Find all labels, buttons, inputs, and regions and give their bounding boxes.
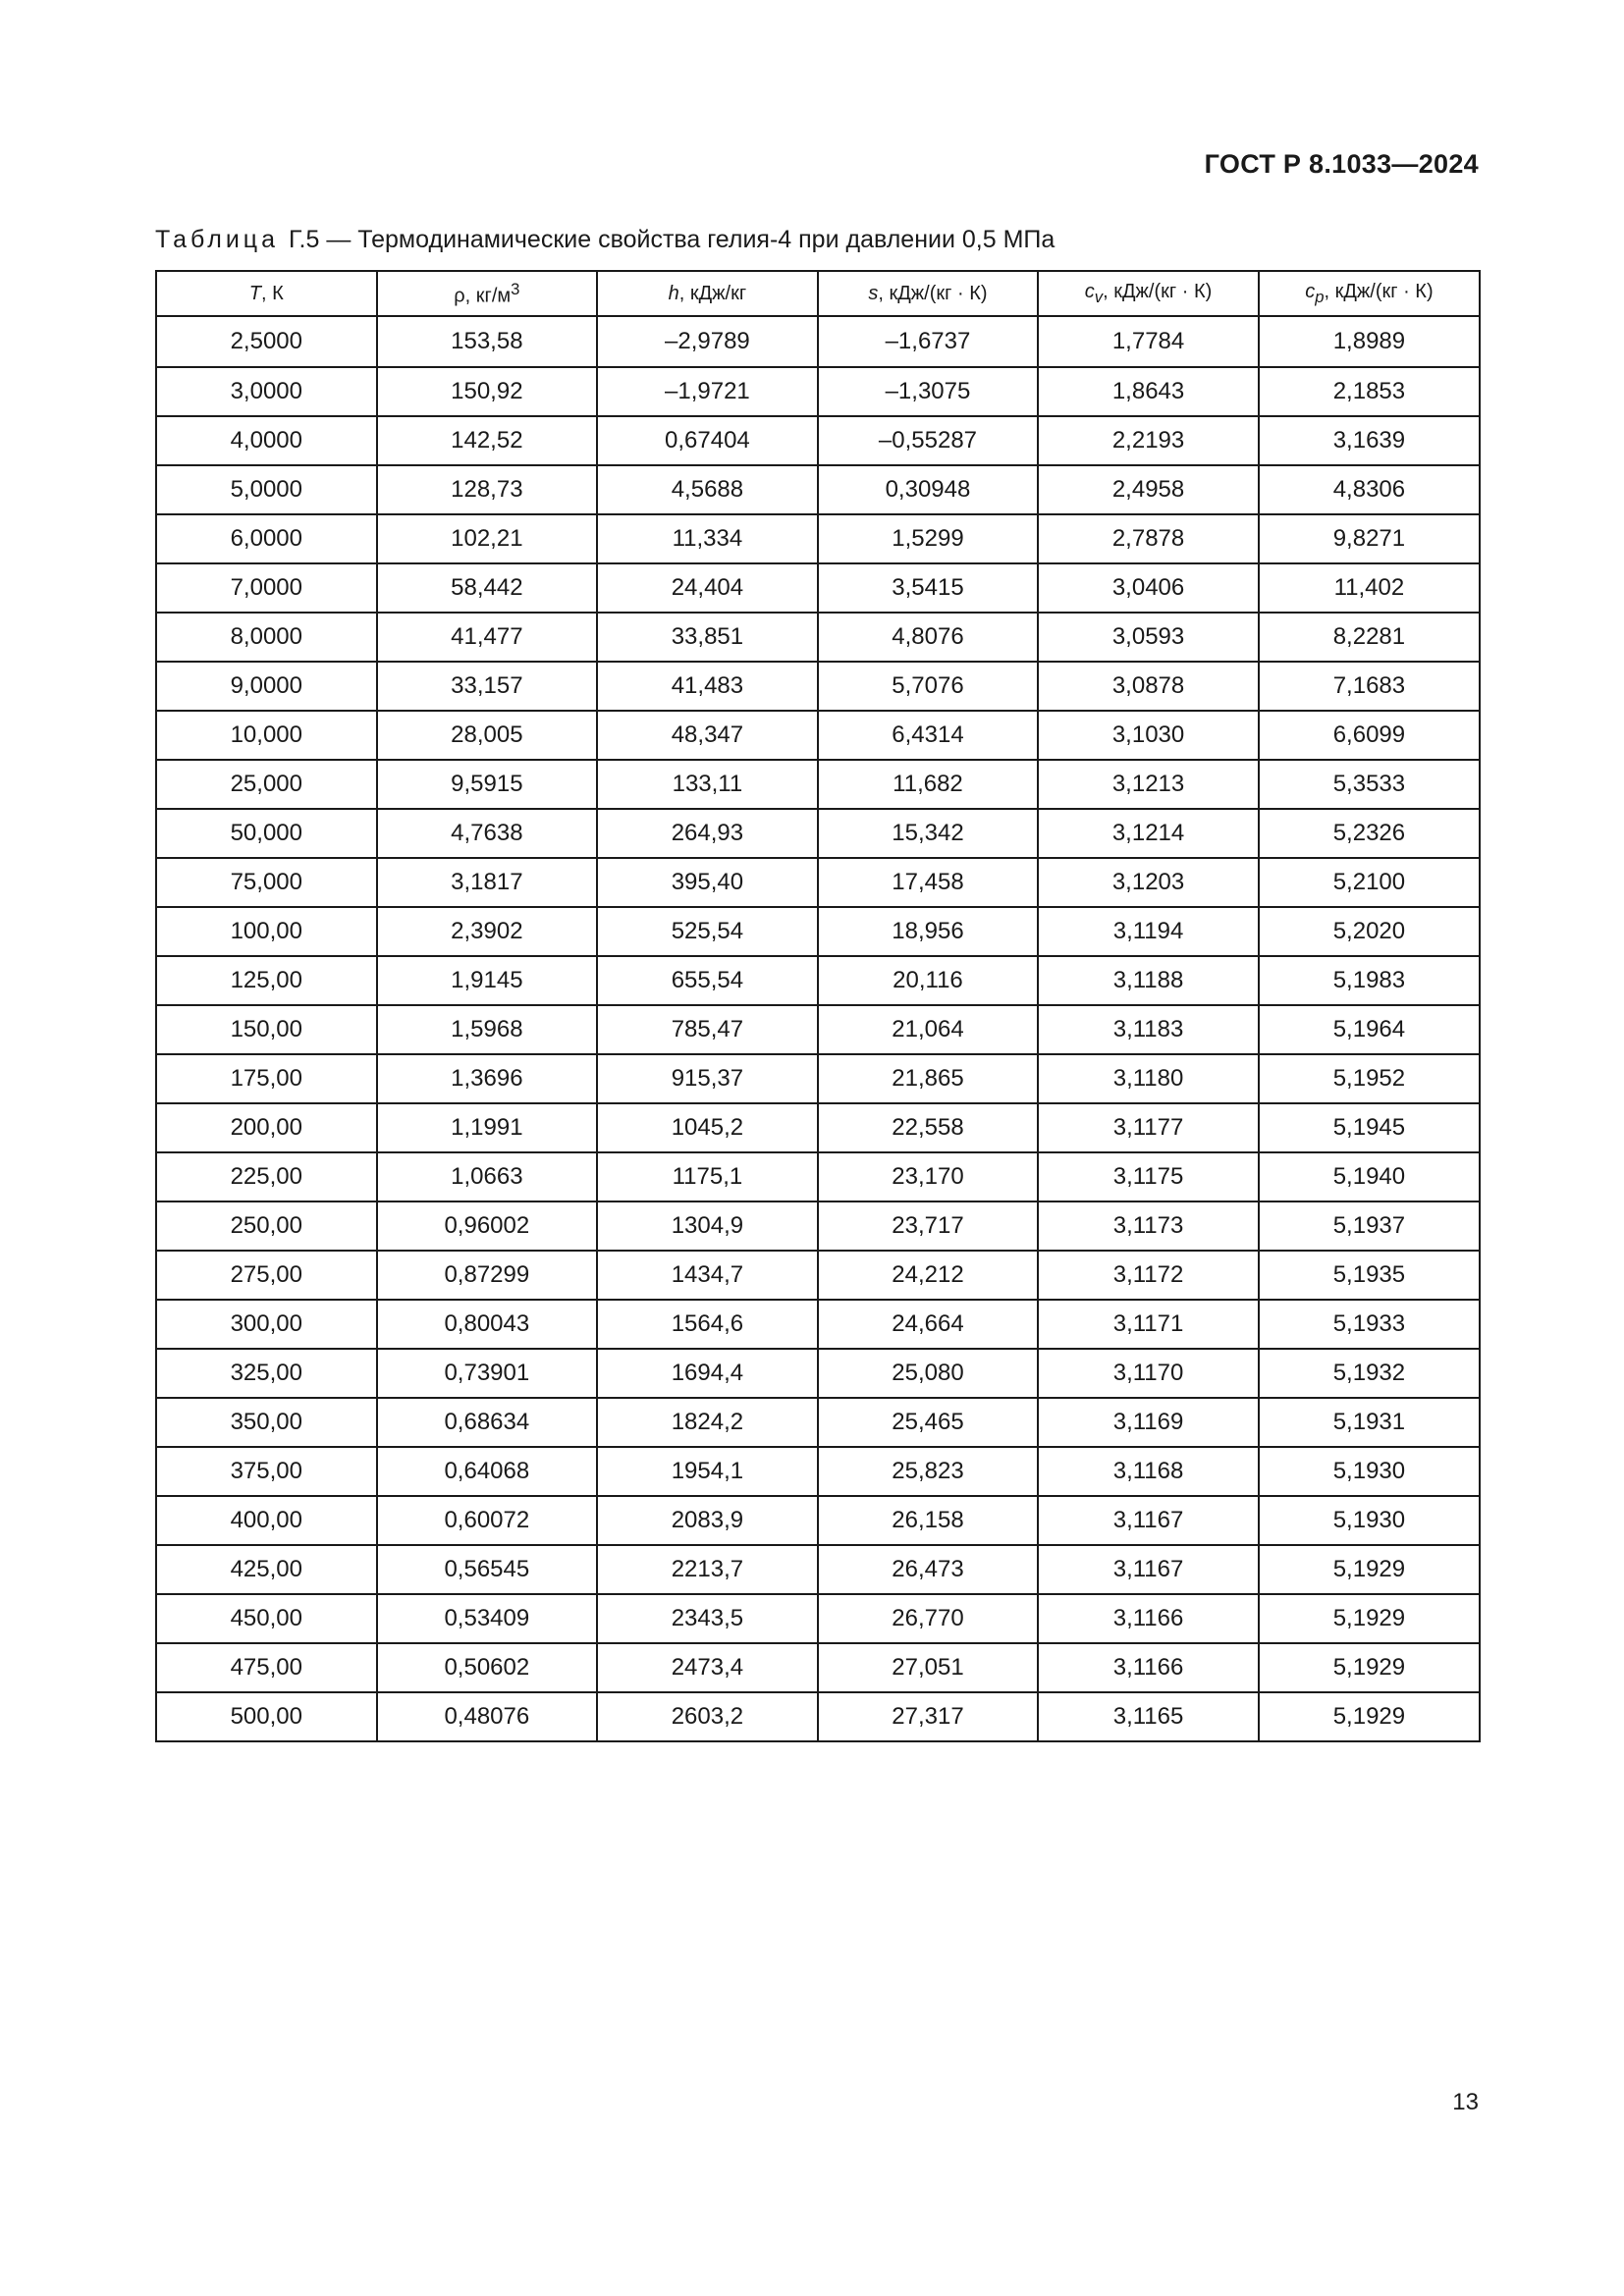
table-cell: 6,4314 (818, 711, 1039, 760)
table-cell: 1,8643 (1038, 367, 1259, 416)
table-cell: 11,402 (1259, 563, 1480, 613)
table-cell: 21,865 (818, 1054, 1039, 1103)
table-row (156, 514, 1480, 563)
table-row (156, 465, 1480, 514)
table-cell: 4,8076 (818, 613, 1039, 662)
table-cell: 0,56545 (377, 1545, 598, 1594)
table-cell: 0,64068 (377, 1447, 598, 1496)
table-row (156, 1545, 1480, 1594)
table-cell: 3,0878 (1038, 662, 1259, 711)
table-cell: 28,005 (377, 711, 598, 760)
table-cell: 3,0000 (156, 367, 377, 416)
table-cell: 5,2100 (1259, 858, 1480, 907)
table-cell: 0,53409 (377, 1594, 598, 1643)
table-cell: 250,00 (156, 1201, 377, 1251)
column-header-temperature: T, К (156, 271, 377, 316)
table-cell: 1,7784 (1038, 316, 1259, 367)
table-cell: 25,465 (818, 1398, 1039, 1447)
table-cell: 0,50602 (377, 1643, 598, 1692)
table-cell: 5,1935 (1259, 1251, 1480, 1300)
table-cell: 3,1169 (1038, 1398, 1259, 1447)
table-cell: 8,2281 (1259, 613, 1480, 662)
table-cell: 1175,1 (597, 1152, 818, 1201)
table-row (156, 1496, 1480, 1545)
column-header-density: ρ, $кг/м^3$ (377, 271, 598, 316)
table-cell: 375,00 (156, 1447, 377, 1496)
table-cell: 3,1165 (1038, 1692, 1259, 1741)
table-cell: 5,1933 (1259, 1300, 1480, 1349)
table-row (156, 563, 1480, 613)
table-cell: –2,9789 (597, 316, 818, 367)
table-cell: 7,1683 (1259, 662, 1480, 711)
table-cell: 2,4958 (1038, 465, 1259, 514)
table-body (156, 316, 1480, 1741)
table-cell: 3,1177 (1038, 1103, 1259, 1152)
table-cell: 1954,1 (597, 1447, 818, 1496)
table-cell: 3,1188 (1038, 956, 1259, 1005)
table-row (156, 1251, 1480, 1300)
table-cell: 2,5000 (156, 316, 377, 367)
table-cell: 5,1929 (1259, 1594, 1480, 1643)
table-cell: 0,96002 (377, 1201, 598, 1251)
table-cell: 3,1167 (1038, 1496, 1259, 1545)
table-cell: 5,1964 (1259, 1005, 1480, 1054)
table-cell: 0,73901 (377, 1349, 598, 1398)
table-cell: 21,064 (818, 1005, 1039, 1054)
table-row (156, 907, 1480, 956)
table-cell: 26,770 (818, 1594, 1039, 1643)
table-cell: 9,8271 (1259, 514, 1480, 563)
table-cell: –1,9721 (597, 367, 818, 416)
table-cell: 3,1166 (1038, 1594, 1259, 1643)
table-cell: 0,80043 (377, 1300, 598, 1349)
table-cell: 25,080 (818, 1349, 1039, 1398)
table-cell: 7,0000 (156, 563, 377, 613)
table-cell: 3,1817 (377, 858, 598, 907)
table-cell: 9,5915 (377, 760, 598, 809)
table-cell: 27,317 (818, 1692, 1039, 1741)
table-caption-label: Таблица (155, 226, 280, 253)
table-cell: 33,851 (597, 613, 818, 662)
table-cell: 33,157 (377, 662, 598, 711)
table-cell: 1824,2 (597, 1398, 818, 1447)
table-caption (155, 226, 1055, 254)
table-cell: 5,1932 (1259, 1349, 1480, 1398)
table-cell: 25,000 (156, 760, 377, 809)
table-cell: 5,1929 (1259, 1643, 1480, 1692)
table-header-row (156, 271, 1480, 316)
table-cell: 0,67404 (597, 416, 818, 465)
table-cell: 142,52 (377, 416, 598, 465)
table-cell: 0,87299 (377, 1251, 598, 1300)
table-cell: 5,2326 (1259, 809, 1480, 858)
table-cell: 3,1172 (1038, 1251, 1259, 1300)
table-cell: 2213,7 (597, 1545, 818, 1594)
table-cell: 4,5688 (597, 465, 818, 514)
table-row (156, 1447, 1480, 1496)
table-cell: –1,3075 (818, 367, 1039, 416)
table-cell: 3,1170 (1038, 1349, 1259, 1398)
table-cell: 3,1180 (1038, 1054, 1259, 1103)
table-cell: 27,051 (818, 1643, 1039, 1692)
table-cell: 133,11 (597, 760, 818, 809)
table-cell: 23,170 (818, 1152, 1039, 1201)
table-cell: 395,40 (597, 858, 818, 907)
table-cell: 24,404 (597, 563, 818, 613)
table-row (156, 1152, 1480, 1201)
table-cell: 1304,9 (597, 1201, 818, 1251)
table-cell: 5,1930 (1259, 1447, 1480, 1496)
table-cell: 3,1175 (1038, 1152, 1259, 1201)
table-cell: 525,54 (597, 907, 818, 956)
table-cell: 3,5415 (818, 563, 1039, 613)
table-cell: 0,60072 (377, 1496, 598, 1545)
table-cell: 5,1945 (1259, 1103, 1480, 1152)
table-cell: 10,000 (156, 711, 377, 760)
table-cell: 3,1194 (1038, 907, 1259, 956)
table-cell: 5,3533 (1259, 760, 1480, 809)
table-cell: 225,00 (156, 1152, 377, 1201)
table-cell: 1,8989 (1259, 316, 1480, 367)
column-header-enthalpy: h, кДж/кг (597, 271, 818, 316)
table-row (156, 1643, 1480, 1692)
table-cell: 3,1173 (1038, 1201, 1259, 1251)
table-cell: 3,1171 (1038, 1300, 1259, 1349)
table-cell: 2,7878 (1038, 514, 1259, 563)
table-cell: 1564,6 (597, 1300, 818, 1349)
table-cell: 3,1639 (1259, 416, 1480, 465)
table-cell: 26,473 (818, 1545, 1039, 1594)
table-cell: 24,664 (818, 1300, 1039, 1349)
table-cell: 275,00 (156, 1251, 377, 1300)
table-cell: 3,1030 (1038, 711, 1259, 760)
table-cell: 58,442 (377, 563, 598, 613)
table-cell: 1694,4 (597, 1349, 818, 1398)
table-cell: 5,1937 (1259, 1201, 1480, 1251)
table-caption-text: Г.5 — Термодинамические свойства гелия-4 при давлении 0,5 МПа (289, 226, 1056, 253)
table-cell: 20,116 (818, 956, 1039, 1005)
table-cell: 25,823 (818, 1447, 1039, 1496)
table-row (156, 662, 1480, 711)
table-row (156, 1692, 1480, 1741)
table-cell: 18,956 (818, 907, 1039, 956)
table-cell: 41,477 (377, 613, 598, 662)
table-row (156, 316, 1480, 367)
table-cell: 3,1166 (1038, 1643, 1259, 1692)
table-cell: 300,00 (156, 1300, 377, 1349)
table-cell: 15,342 (818, 809, 1039, 858)
table-row (156, 1398, 1480, 1447)
table-cell: 150,92 (377, 367, 598, 416)
column-header-cp: $c_p$, кДж/(кг · К) (1259, 271, 1480, 316)
table-cell: 9,0000 (156, 662, 377, 711)
table-cell: 5,1930 (1259, 1496, 1480, 1545)
table-cell: 450,00 (156, 1594, 377, 1643)
table-cell: 8,0000 (156, 613, 377, 662)
table-cell: 655,54 (597, 956, 818, 1005)
table-row (156, 1054, 1480, 1103)
table-cell: 23,717 (818, 1201, 1039, 1251)
table-cell: 3,1167 (1038, 1545, 1259, 1594)
table-row (156, 760, 1480, 809)
table-cell: 2343,5 (597, 1594, 818, 1643)
column-header-entropy: s, кДж/(кг · К) (818, 271, 1039, 316)
table-cell: 5,1940 (1259, 1152, 1480, 1201)
table-cell: 3,0406 (1038, 563, 1259, 613)
table-cell: 1,9145 (377, 956, 598, 1005)
table-cell: 5,1931 (1259, 1398, 1480, 1447)
table-cell: 200,00 (156, 1103, 377, 1152)
table-cell: 3,1203 (1038, 858, 1259, 907)
table-cell: 4,8306 (1259, 465, 1480, 514)
table-cell: 48,347 (597, 711, 818, 760)
table-cell: 125,00 (156, 956, 377, 1005)
table-cell: 150,00 (156, 1005, 377, 1054)
table-cell: 11,682 (818, 760, 1039, 809)
table-cell: 3,0593 (1038, 613, 1259, 662)
table-cell: 11,334 (597, 514, 818, 563)
table-cell: 2083,9 (597, 1496, 818, 1545)
table-cell: 153,58 (377, 316, 598, 367)
table-cell: 17,458 (818, 858, 1039, 907)
table-cell: 264,93 (597, 809, 818, 858)
table-cell: 1,1991 (377, 1103, 598, 1152)
table-cell: 6,0000 (156, 514, 377, 563)
table-cell: 2,2193 (1038, 416, 1259, 465)
table-cell: –0,55287 (818, 416, 1039, 465)
table-cell: 1045,2 (597, 1103, 818, 1152)
table-cell: 785,47 (597, 1005, 818, 1054)
table-cell: 915,37 (597, 1054, 818, 1103)
table-cell: 0,30948 (818, 465, 1039, 514)
thermodynamic-properties-table (155, 270, 1481, 1742)
table-row (156, 809, 1480, 858)
table-cell: 75,000 (156, 858, 377, 907)
table-cell: 24,212 (818, 1251, 1039, 1300)
table-cell: 175,00 (156, 1054, 377, 1103)
table-cell: 102,21 (377, 514, 598, 563)
table-cell: 4,0000 (156, 416, 377, 465)
document-id: ГОСТ Р 8.1033—2024 (1204, 149, 1479, 179)
table-cell: 5,7076 (818, 662, 1039, 711)
table-cell: 2473,4 (597, 1643, 818, 1692)
table-row (156, 367, 1480, 416)
table-cell: 3,1214 (1038, 809, 1259, 858)
table-cell: 2,3902 (377, 907, 598, 956)
table-cell: 1,3696 (377, 1054, 598, 1103)
table-row (156, 858, 1480, 907)
table-cell: 6,6099 (1259, 711, 1480, 760)
table-cell: 4,7638 (377, 809, 598, 858)
table-cell: 3,1183 (1038, 1005, 1259, 1054)
table-cell: 500,00 (156, 1692, 377, 1741)
table-cell: 1,5968 (377, 1005, 598, 1054)
table-cell: 3,1168 (1038, 1447, 1259, 1496)
table-cell: 1,0663 (377, 1152, 598, 1201)
table-row (156, 416, 1480, 465)
table-row (156, 1201, 1480, 1251)
table-row (156, 1005, 1480, 1054)
table-cell: 50,000 (156, 809, 377, 858)
table-cell: 2603,2 (597, 1692, 818, 1741)
page-number: 13 (1452, 2089, 1479, 2115)
column-header-cv: $c_v$, кДж/(кг · К) (1038, 271, 1259, 316)
table-cell: –1,6737 (818, 316, 1039, 367)
table-row (156, 1103, 1480, 1152)
table-row (156, 1594, 1480, 1643)
table-cell: 2,1853 (1259, 367, 1480, 416)
table-cell: 325,00 (156, 1349, 377, 1398)
table-cell: 5,1983 (1259, 956, 1480, 1005)
table-row (156, 1300, 1480, 1349)
table-cell: 350,00 (156, 1398, 377, 1447)
table-cell: 400,00 (156, 1496, 377, 1545)
table-cell: 128,73 (377, 465, 598, 514)
table-cell: 1434,7 (597, 1251, 818, 1300)
table-cell: 5,1929 (1259, 1692, 1480, 1741)
table-cell: 5,2020 (1259, 907, 1480, 956)
table-cell: 41,483 (597, 662, 818, 711)
table-cell: 0,48076 (377, 1692, 598, 1741)
table-cell: 425,00 (156, 1545, 377, 1594)
table-row (156, 711, 1480, 760)
table-cell: 5,1929 (1259, 1545, 1480, 1594)
table-cell: 3,1213 (1038, 760, 1259, 809)
table-row (156, 613, 1480, 662)
table-cell: 26,158 (818, 1496, 1039, 1545)
table-row (156, 1349, 1480, 1398)
table-cell: 100,00 (156, 907, 377, 956)
table-cell: 22,558 (818, 1103, 1039, 1152)
table-cell: 1,5299 (818, 514, 1039, 563)
table-cell: 5,1952 (1259, 1054, 1480, 1103)
table-cell: 5,0000 (156, 465, 377, 514)
table-cell: 475,00 (156, 1643, 377, 1692)
table-row (156, 956, 1480, 1005)
table-cell: 0,68634 (377, 1398, 598, 1447)
